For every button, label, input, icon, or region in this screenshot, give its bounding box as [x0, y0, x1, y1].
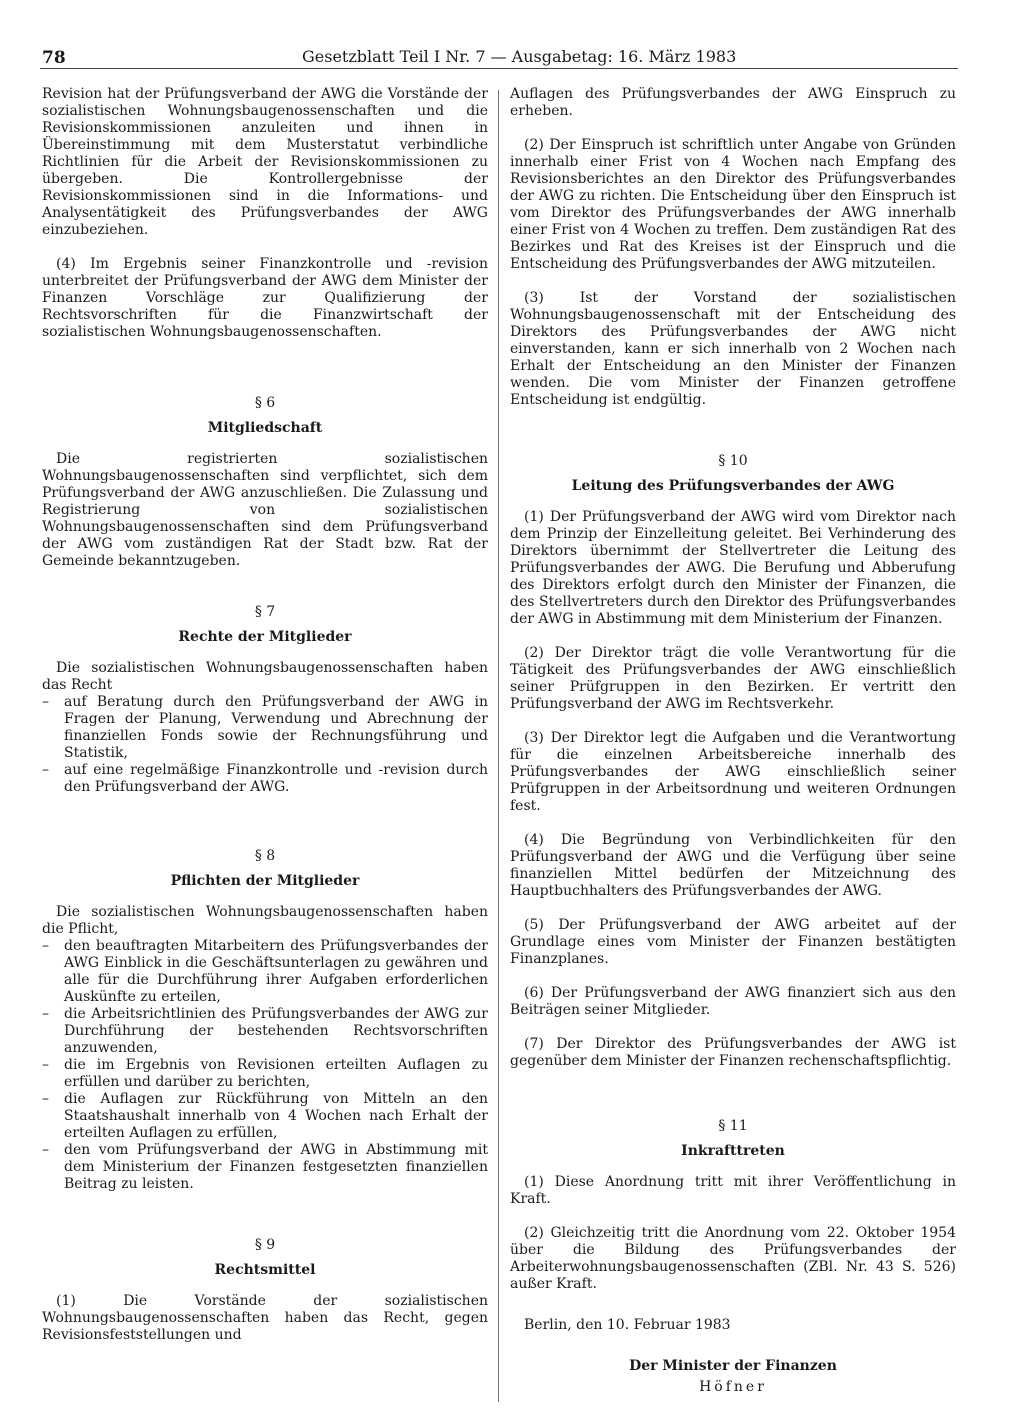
section-8-list	[42, 938, 488, 1193]
section-10-title: Leitung des Prüfungsverbandes der AWG	[571, 478, 895, 494]
signature-block	[510, 1358, 956, 1396]
left-column	[42, 86, 488, 1344]
section-10-number: § 10	[718, 453, 748, 469]
section-10-paragraph: (7) Der Direktor des Prüfungsverbandes der AWG ist gegenüber dem Minister der Finanzen rechenschaftspflichtig.	[510, 1036, 956, 1069]
list-item: – die im Ergebnis von Revisionen erteilten Auflagen zu erfüllen und darüber zu berichten,	[42, 1057, 488, 1091]
header-divider	[40, 68, 958, 69]
section-8-number: § 8	[254, 848, 276, 864]
section-7-intro: Die sozialistischen Wohnungsbaugenossenschaften haben das Recht	[42, 660, 488, 693]
section-10-paragraph: (3) Der Direktor legt die Aufgaben und die Verantwortung für die einzelnen Arbeitsbereiche innerhalb des Prüfungsverbandes der AWG einschließlich seiner Prüfgruppen in der Arbeitsordnung und weiteren Ordnungen fest.	[510, 730, 956, 814]
section-9-paragraph-1: (1) Die Vorstände der sozialistischen Wohnungsbaugenossenschaften haben das Recht, gegen Revisionsfeststellungen und	[42, 1293, 488, 1343]
section-9-number: § 9	[254, 1237, 276, 1253]
section-9-title: Rechtsmittel	[214, 1262, 316, 1278]
section-11-paragraph-2: (2) Gleichzeitig tritt die Anordnung vom 22. Oktober 1954 über die Bildung des Prüfungsverbandes der Arbeiterwohnungsbaugenossenschaften (ZBl. Nr. 43 S. 526) außer Kraft.	[510, 1225, 956, 1292]
signatory-title: Der Minister der Finanzen	[629, 1358, 837, 1374]
list-item: – auf Beratung durch den Prüfungsverband der AWG in Fragen der Planung, Verwendung und Abrechnung der finanziellen Fonds sowie der Rechnungsführung und Statistik,	[42, 694, 488, 762]
section-6-number: § 6	[254, 395, 276, 411]
list-item: – den beauftragten Mitarbeitern des Prüfungsverbandes der AWG Einblick in die Geschäftsunterlagen zu gewähren und alle für die Durchführung ihrer Aufgaben erforderlichen Auskünfte zu erteilen,	[42, 938, 488, 1006]
list-item: – die Arbeitsrichtlinien des Prüfungsverbandes der AWG zur Durchführung der bestehenden Rechtsvorschriften anzuwenden,	[42, 1006, 488, 1057]
gazette-header-title: Gesetzblatt Teil I Nr. 7 — Ausgabetag: 16. März 1983	[302, 47, 737, 66]
section-8-intro: Die sozialistischen Wohnungsbaugenossenschaften haben die Pflicht,	[42, 904, 488, 937]
signatory-name: Höfner	[699, 1379, 767, 1395]
section-6-text: Die registrierten sozialistischen Wohnungsbaugenossenschaften sind verpflichtet, sich dem Prüfungsverband der AWG anzuschließen. Die Zulassung und Registrierung von sozialistischen Wohnungsbaugenossenschaften sind dem Prüfungsverband der AWG vom zuständigen Rat der Stadt bzw. Rat der Gemeinde bekanntzugeben.	[42, 451, 488, 569]
list-item: – den vom Prüfungsverband der AWG in Abstimmung mit dem Ministerium der Finanzen festgesetzten finanziellen Beitrag zu leisten.	[42, 1142, 488, 1193]
section-11-paragraph-1: (1) Diese Anordnung tritt mit ihrer Veröffentlichung in Kraft.	[510, 1174, 956, 1207]
section-10-paragraph: (5) Der Prüfungsverband der AWG arbeitet auf der Grundlage eines vom Minister der Finanzen bestätigten Finanzplanes.	[510, 917, 956, 967]
section-10-paragraph: (4) Die Begründung von Verbindlichkeiten für den Prüfungsverband der AWG und die Verfügung über seine finanziellen Mittel bedürfen der Mitzeichnung des Hauptbuchhalters des Prüfungsverbandes der AWG.	[510, 832, 956, 899]
section-10-paragraph: (2) Der Direktor trägt die volle Verantwortung für die Tätigkeit des Prüfungsverbandes der AWG einschließlich seiner Prüfgruppen in den Bezirken. Er vertritt den Prüfungsverband der AWG im Rechtsverkehr.	[510, 645, 956, 712]
section-7-title: Rechte der Mitglieder	[178, 629, 352, 645]
section-11-number: § 11	[718, 1118, 748, 1134]
list-item: – auf eine regelmäßige Finanzkontrolle und -revision durch den Prüfungsverband der AWG.	[42, 762, 488, 796]
section-7-number: § 7	[254, 604, 276, 620]
place-and-date: Berlin, den 10. Februar 1983	[524, 1317, 731, 1333]
continued-paragraph: Revision hat der Prüfungsverband der AWG die Vorstände der sozialistischen Wohnungsbaugenossenschaften und die Revisionskommissionen anzuleiten und ihnen in Übereinstimmung mit dem Musterstatut verbindliche Richtlinien für die Arbeit der Revisionskommissionen zu übergeben. Die Kontrollergebnisse der Revisionskommissionen sind in die Informations- und Analysentätigkeit des Prüfungsverbandes der AWG einzubeziehen.	[42, 86, 488, 238]
list-item: – die Auflagen zur Rückführung von Mitteln an den Staatshaushalt innerhalb von 4 Wochen nach Erhalt der erteilten Auflagen zu erfüllen,	[42, 1091, 488, 1142]
right-column	[510, 86, 956, 1396]
section-8-title: Pflichten der Mitglieder	[170, 873, 360, 889]
page-number: 78	[42, 48, 66, 68]
column-divider	[498, 90, 499, 1402]
section-9-paragraph-3: (3) Ist der Vorstand der sozialistischen Wohnungsbaugenossenschaft mit der Entscheidung des Direktors des Prüfungsverbandes der AWG nicht einverstanden, kann er sich innerhalb von 2 Wochen nach Erhalt der Entscheidung an den Minister der Finanzen wenden. Die vom Minister der Finanzen getroffene Entscheidung ist endgültig.	[510, 290, 956, 408]
continued-paragraph: Auflagen des Prüfungsverbandes der AWG Einspruch zu erheben.	[510, 86, 956, 119]
section-6-title: Mitgliedschaft	[207, 420, 323, 436]
section-10-paragraph: (1) Der Prüfungsverband der AWG wird vom Direktor nach dem Prinzip der Einzelleitung geleitet. Bei Verhinderung des Direktors übernimmt der Stellvertreter die Leitung des Prüfungsverbandes der AWG. Die Berufung und Abberufung des Direktors erfolgt durch den Minister der Finanzen, die des Stellvertreters durch den Direktor des Prüfungsverbandes der AWG in Abstimmung mit dem Ministerium der Finanzen.	[510, 509, 956, 627]
section-11-title: Inkrafttreten	[681, 1143, 785, 1159]
section-9-paragraph-2: (2) Der Einspruch ist schriftlich unter Angabe von Gründen innerhalb einer Frist von 4 Wochen nach Empfang des Revisionsberichtes an den Direktor des Prüfungsverbandes der AWG zu richten. Die Entscheidung über den Einspruch ist vom Direktor des Prüfungsverbandes der AWG innerhalb einer Frist von 4 Wochen zu treffen. Dem zuständigen Rat des Bezirkes und Rat des Kreises ist der Einspruch und die Entscheidung des Prüfungsverbandes der AWG mitzuteilen.	[510, 137, 956, 272]
section-10-paragraph: (6) Der Prüfungsverband der AWG finanziert sich aus den Beiträgen seiner Mitglieder.	[510, 985, 956, 1018]
paragraph-4: (4) Im Ergebnis seiner Finanzkontrolle und -revision unterbreitet der Prüfungsverband der AWG dem Minister der Finanzen Vorschläge zur Qualifizierung der Rechtsvorschriften für die Finanzwirtschaft der sozialistischen Wohnungsbaugenossenschaften.	[42, 256, 488, 340]
section-7-list	[42, 694, 488, 796]
